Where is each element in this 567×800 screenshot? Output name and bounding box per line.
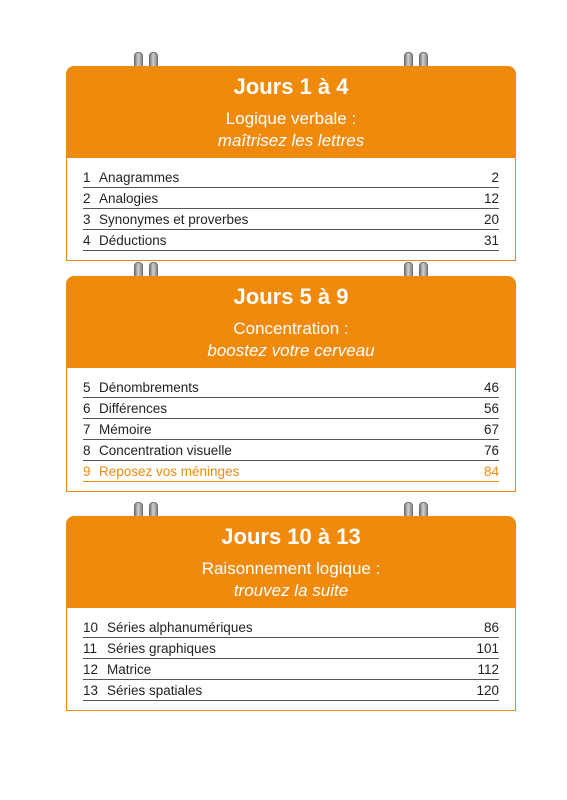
toc-entry[interactable]: [83, 441, 499, 461]
entry-page: 31: [483, 233, 499, 248]
toc-entry[interactable]: [83, 168, 499, 188]
entry-page: 46: [483, 380, 499, 395]
entry-label: Dénombrements: [99, 380, 199, 395]
entry-page: 76: [483, 443, 499, 458]
entry-page: 112: [477, 662, 499, 677]
card-header: [66, 66, 516, 158]
entry-page: 2: [491, 170, 499, 185]
entry-number: 3: [83, 212, 91, 227]
card-header: [66, 516, 516, 608]
entry-label: Reposez vos méninges: [99, 464, 240, 479]
card-contents: [66, 608, 516, 711]
toc-entry[interactable]: [83, 660, 499, 680]
entry-page: 67: [483, 422, 499, 437]
toc-entry[interactable]: [83, 639, 499, 659]
entry-page: 86: [483, 620, 499, 635]
entry-number: 4: [83, 233, 91, 248]
toc-entry[interactable]: [83, 399, 499, 419]
entry-number: 2: [83, 191, 91, 206]
entry-label: Concentration visuelle: [99, 443, 232, 458]
entry-number: 10: [83, 620, 99, 635]
section-card-days-5-9: [66, 276, 516, 492]
toc-entry[interactable]: [83, 420, 499, 440]
entry-number: 13: [83, 683, 99, 698]
entry-page: 12: [483, 191, 499, 206]
entry-label: Mémoire: [99, 422, 152, 437]
entry-label: Synonymes et proverbes: [99, 212, 249, 227]
toc-entry[interactable]: [83, 378, 499, 398]
entry-label: Analogies: [99, 191, 159, 206]
card-tagline: maîtrisez les lettres: [217, 131, 365, 150]
entry-label: Séries alphanumériques: [107, 620, 253, 635]
entry-number: 9: [83, 464, 91, 479]
toc-entry[interactable]: [83, 231, 499, 251]
entry-label: Déductions: [99, 233, 167, 248]
card-tagline: boostez votre cerveau: [207, 341, 375, 360]
toc-entry[interactable]: [83, 618, 499, 638]
entry-number: 11: [83, 641, 98, 656]
entry-number: 6: [83, 401, 91, 416]
section-card-days-1-4: [66, 66, 516, 261]
entry-page: 20: [483, 212, 499, 227]
card-contents: [66, 368, 516, 492]
entry-number: 7: [83, 422, 91, 437]
toc-entry[interactable]: [83, 210, 499, 230]
entry-page: 120: [476, 683, 499, 698]
entry-number: 1: [83, 170, 91, 185]
card-contents: [66, 158, 516, 261]
card-tagline: trouvez la suite: [233, 581, 349, 600]
entry-label: Différences: [99, 401, 168, 416]
card-title: Jours 10 à 13: [221, 524, 361, 549]
toc-entry[interactable]: [83, 189, 499, 209]
card-subtitle: Concentration :: [233, 319, 349, 338]
toc-entry[interactable]: [83, 681, 499, 701]
entry-number: 8: [83, 443, 91, 458]
entry-label: Séries spatiales: [107, 683, 203, 698]
card-title: Jours 1 à 4: [233, 74, 349, 99]
entry-page: 84: [483, 464, 499, 479]
card-subtitle: Logique verbale :: [225, 109, 357, 128]
card-subtitle: Raisonnement logique :: [201, 559, 381, 578]
card-header: [66, 276, 516, 368]
entry-page: 56: [483, 401, 499, 416]
card-title: Jours 5 à 9: [233, 284, 349, 309]
entry-label: Anagrammes: [99, 170, 180, 185]
toc-entry-highlighted[interactable]: [83, 462, 499, 482]
entry-label: Matrice: [107, 662, 152, 677]
entry-number: 12: [83, 662, 99, 677]
section-card-days-10-13: [66, 516, 516, 711]
entry-page: 101: [476, 641, 499, 656]
entry-label: Séries graphiques: [107, 641, 216, 656]
entry-number: 5: [83, 380, 91, 395]
